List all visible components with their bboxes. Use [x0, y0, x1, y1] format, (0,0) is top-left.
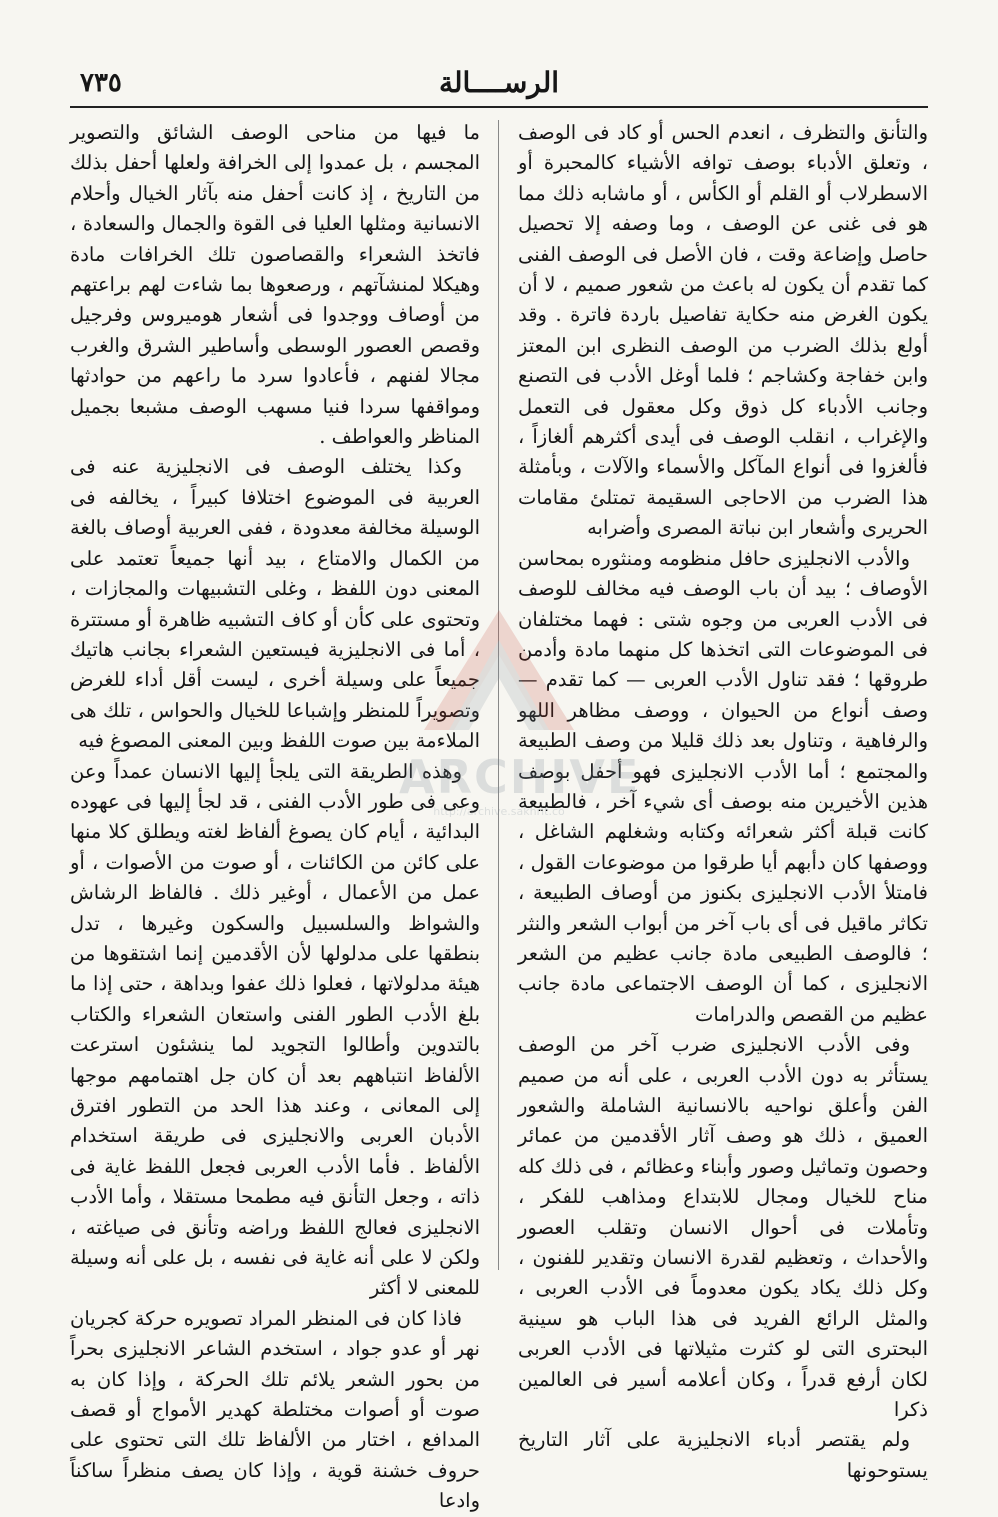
watermark-label: ARCHIVE [399, 750, 641, 804]
watermark-url: http://archive.sakhrit.co [433, 805, 565, 818]
column-divider [498, 120, 499, 1270]
paragraph: وهذه الطريقة التى يلجأ إليها الانسان عمداً وعن وعى فى طور الأدب الفنى ، قد لجأ إليها فى عهوده البدائية ، أيام كان يصوغ ألفاظ لغته ويطلق كلا منها على كائن من الكائنات ، أو صوت من الأصوات ، أو عمل من الأعمال ، أوغير ذلك . فالفاظ الرشاش والشواظ والسلسبيل والسكون وغيرها ، تدل بنطقها على مدلولها لأن الأقدمين إنما اشتقوها من هيئة مدلولاتها ، فعلوا ذلك عفوا وبداهة ، حتى إذا ما بلغ الأدب الطور الفنى واستعان الشعراء والكتاب بالتدوين وأطالوا التجويد لما ينشئون استرعت الألفاظ انتباههم بعد أن كان جل اهتمامهم موجها إلى المعانى ، وعند هذا الحد من التطور افترق الأدبان العربى والانجليزى فى طريقة استخدام الألفاظ . فأما الأدب العربى فجعل اللفظ غاية فى ذاته ، وجعل التأنق فيه مطمحا مستقلا ، وأما الأدب الانجليزى فعالج اللفظ وراضه وتأنق فى صياغته ، ولكن لا على أنه غاية فى نفسه ، بل على أنه وسيلة للمعنى لا أكثر [70, 759, 480, 1300]
right-column [518, 118, 928, 1482]
paragraph: وفى الأدب الانجليزى ضرب آخر من الوصف يستأثر به دون الأدب العربى ، على أنه من صميم الفن وأعلق نواحيه بالانسانية الشاملة والشعور العميق ، ذلك هو وصف آثار الأقدمين من عمائر وحصون وتماثيل وصور وأبناء وعظائم ، فى ذلك كله مناح للخيال ومجال للابتداع ومذاهب للفكر ، وتأملات فى أحوال الانسان وتقلب العصور والأحداث ، وتعظيم لقدرة الانسان وتقدير للفنون ، وكل ذلك يكاد يكون معدوماً فى الأدب العربى ، والمثل الرائع الفريد فى هذا الباب هو سينية البحترى التى لو كثرت مثيلاتها فى الأدب العربى لكان أرفع قدراً ، وكان أعلامه أسير فى العالمين ذكرا [518, 1033, 928, 1422]
paragraph: فاذا كان فى المنظر المراد تصويره حركة كجريان نهر أو عدو جواد ، استخدم الشاعر الانجليزى بحراً من بحور الشعر يلائم تلك الحركة ، وإذا كان به صوت أو أصوات مختلطة كهدير الأمواج أو قصف المدافع ، اختار من الألفاظ تلك التى تحتوى على حروف خشنة قوية ، وإذا كان يصف منظراً ساكناً وادعا [70, 1306, 480, 1513]
paragraph: والأدب الانجليزى حافل منظومه ومنثوره بمحاسن الأوصاف ؛ بيد أن باب الوصف فيه مخالف للوصف فى الأدب العربى من وجوه شتى : فهما مختلفان فى الموضوعات التى اتخذها كل منهما مادة وأدمن طروقها ؛ فقد تناول الأدب العربى — كما تقدم — وصف أنواع من الحيوان ، ووصف مظاهر اللهو والرفاهية ، وتناول بعد ذلك قليلا من وصف الطبيعة والمجتمع ؛ أما الأدب الانجليزى فهو أحفل بوصف هذين الأخيرين منه بوصف أى شيء آخر ، فالطبيعة كانت قبلة أكثر شعرائه وكتابه وشغلهم الشاغل ، ووصفها كان دأبهم أيا طرقوا من موضوعات القول ، فامتلأ الأدب الانجليزى بكنوز من أوصاف الطبيعة ، تكاثر ماقيل فى أى باب آخر من أبواب الشعر والنثر ؛ فالوصف الطبيعى مادة جانب عظيم من الشعر الانجليزى ، كما أن الوصف الاجتماعى مادة جانب عظيم من القصص والدرامات [518, 546, 928, 1026]
paragraph: والتأنق والتظرف ، انعدم الحس أو كاد فى الوصف ، وتعلق الأدباء بوصف توافه الأشياء كالمحبرة أو الاسطرلاب أو القلم أو الكأس ، أو ماشابه ذلك مما هو فى غنى عن الوصف ، وما وصفه إلا تحصيل حاصل وإضاعة وقت ، فان الأصل فى الوصف الفنى كما تقدم أن يكون له باعث من شعور صميم ، لا أن يكون الغرض منه حكاية تفاصيل باردة فاترة . وقد أولع بذلك الضرب من الوصف النظرى ابن المعتز وابن خفاجة وكشاجم ؛ فلما أوغل الأدب فى التصنع وجانب الأدباء كل ذوق وكل معقول فى التعمل والإغراب ، انقلب الوصف فى أيدى أكثرهم ألغازاً ، فألغزوا فى أنواع المآكل والأسماء والآلات ، وبأمثلة هذا الضرب من الاحاجى السقيمة تمتلئ مقامات الحريرى وأشعار ابن نباتة المصرى وأضرابه [518, 121, 928, 540]
page-header [70, 62, 928, 108]
paragraph: وكذا يختلف الوصف فى الانجليزية عنه فى العربية فى الموضوع اختلافا كبيراً ، يخالفه فى الوسيلة مخالفة معدودة ، ففى العربية أوصاف بالغة من الكمال والامتاع ، بيد أنها جميعاً تعتمد على المعنى دون اللفظ ، وغلى التشبيهات والمجازات ، وتحتوى على كأن أو كاف التشبيه ظاهرة أو مستترة ، أما فى الانجليزية فيستعين الشعراء بجانب هاتيك جميعاً على وسيلة أخرى ، ليست أقل أداء للغرض وتصويراً للمنظر وإشباعا للخيال والحواس ، تلك هى الملاءمة بين صوت اللفظ وبين المعنى المصوغ فيه [70, 455, 480, 753]
left-column [70, 118, 480, 1513]
page-number: ٧٣٥ [80, 68, 122, 98]
magazine-title: الرســــالة [438, 66, 560, 99]
paragraph: ما فيها من مناحى الوصف الشائق والتصوير المجسم ، بل عمدوا إلى الخرافة ولعلها أحفل بذلك من التاريخ ، إذ كانت أحفل منه بآثار الخيال وأحلام الانسانية ومثلها العليا فى القوة والجمال والسعادة ، فاتخذ الشعراء والقصاصون تلك الخرافات مادة وهيكلا لمنشآتهم ، ورصعوها بما شاءت لهم براعتهم من أوصاف ووجدوا فى أشعار هوميروس وفرجيل وقصص العصور الوسطى وأساطير الشرق والغرب مجالا لفنهم ، فأعادوا سرد ما راعهم من حوادثها ومواقفها سردا فنيا مسهب الوصف مشبعا بجميل المناظر والعواطف . [70, 121, 480, 449]
text-columns [70, 118, 928, 1513]
paragraph: ولم يقتصر أدباء الانجليزية على آثار التاريخ يستوحونها [518, 1428, 928, 1482]
